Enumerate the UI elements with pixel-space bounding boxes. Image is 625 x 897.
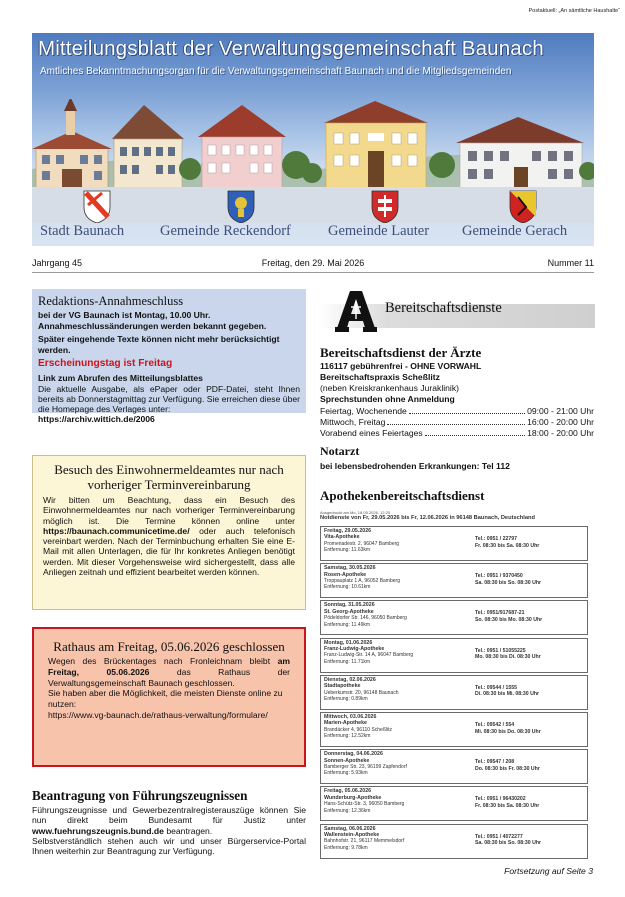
redaktion-line2: Annahmeschlussänderungen werden bekannt gegeben. bbox=[38, 320, 267, 331]
apotheke-card bbox=[320, 600, 588, 635]
building-gerach bbox=[456, 117, 584, 189]
apotheke-date: Samstag, 06.06.2026 bbox=[324, 825, 376, 832]
apotheke-phone: Tel.: 0951 / 51055225 bbox=[475, 647, 526, 654]
apotheke-phone: Tel.: 0951 / 4072277 bbox=[475, 833, 523, 840]
erscheinungstag: Erscheinungstag ist Freitag bbox=[38, 358, 173, 369]
apotheke-address: Pödeldorfer Str. 146, 96050 Bamberg bbox=[324, 615, 407, 622]
hours-row: Mittwoch, Freitag 16:00 - 20:00 Uhr bbox=[320, 417, 594, 427]
apotheke-distance: Entfernung: 5.93km bbox=[324, 770, 368, 777]
rathaus-text: Wegen des Brückentages nach Fronleichnam bleibt am Freitag, 05.06.2026 das Rathaus der Verwaltungsgemeinschaft Baunach geschlossen. bbox=[48, 656, 290, 688]
apotheke-address: Bahnhofstr. 21, 96117 Memmelsdorf bbox=[324, 838, 405, 845]
einwohnermeldeamt-title: Besuch des Einwohnermeldeamtes nur nach vorheriger Terminvereinbarung bbox=[54, 462, 284, 492]
apotheke-name: Franz-Ludwig-Apotheke bbox=[324, 646, 385, 652]
link-title: Link zum Abrufen des Mitteilungsblattes bbox=[38, 373, 203, 383]
apotheke-phone: Tel.: 0951 / 96430202 bbox=[475, 796, 526, 803]
masthead bbox=[32, 33, 594, 246]
apotheke-phone: Tel.: 09547 / 208 bbox=[475, 759, 515, 766]
apotheke-card bbox=[320, 786, 588, 821]
apotheke-phone: Tel.: 09544 / 1555 bbox=[475, 684, 518, 691]
aerzte-title: Bereitschaftsdienst der Ärzte bbox=[320, 345, 482, 360]
einwohnermeldeamt-box bbox=[32, 455, 306, 610]
fuehrungszeugnis-title: Beantragung von Führungszeugnissen bbox=[32, 788, 248, 803]
coat-of-arms-gerach-icon bbox=[510, 191, 536, 223]
apotheke-hours: Sa. 08:30 bis So. 08:30 Uhr bbox=[475, 579, 542, 586]
apotheke-name: Stadtapotheke bbox=[324, 683, 361, 690]
apotheke-a-icon bbox=[334, 287, 378, 333]
hours-row: Vorabend eines Feiertages 18:00 - 20:00 Uhr bbox=[320, 428, 594, 438]
redaktion-box bbox=[32, 289, 306, 424]
apotheke-date: Freitag, 29.05.2026 bbox=[324, 528, 372, 534]
aerzte-line1: 116117 gebührenfrei - OHNE VORWAHL bbox=[320, 361, 482, 371]
apotheke-hours: Sa. 08:30 bis So. 08:30 Uhr bbox=[475, 840, 542, 847]
apotheke-distance: Entfernung: 11.63km bbox=[324, 547, 371, 554]
building-pink bbox=[198, 105, 286, 189]
issue-number: Nummer 11 bbox=[547, 258, 594, 268]
bereitschaft-title: Bereitschaftsdienste bbox=[385, 300, 502, 316]
redaktion-line1: bei der VG Baunach ist Montag, 10.00 Uhr. bbox=[38, 310, 211, 320]
apotheke-card bbox=[320, 638, 588, 673]
apotheken-list bbox=[320, 510, 588, 860]
issue-meta bbox=[32, 258, 594, 270]
apotheke-card bbox=[320, 712, 588, 747]
apotheke-phone: Tel.: 0951/917687-21 bbox=[475, 610, 525, 617]
jahrgang: Jahrgang 45 bbox=[32, 258, 83, 268]
apotheke-card bbox=[320, 824, 588, 859]
apotheke-date: Dienstag, 02.06.2026 bbox=[324, 676, 376, 683]
apotheke-name: Marien-Apotheke bbox=[324, 720, 367, 727]
hours-row: Feiertag, Wochenende 09:00 - 21:00 Uhr bbox=[320, 406, 594, 416]
apotheke-distance: Entfernung: 0.89km bbox=[324, 696, 368, 703]
apotheke-distance: Entfernung: 10.61km bbox=[324, 584, 371, 591]
masthead-title: Mitteilungsblatt der Verwaltungsgemeinschaft Baunach bbox=[38, 37, 544, 60]
rathaus-title: Rathaus am Freitag, 05.06.2026 geschlossen bbox=[53, 639, 285, 654]
apotheke-address: Brandäcker 4, 96110 Scheßlitz bbox=[324, 726, 393, 733]
apotheke-name: Wunderburg-Apotheke bbox=[324, 794, 382, 801]
notdienste-heading: Notdienste von Fr, 29.05.2026 bis Fr, 12.06.2026 in 96148 Baunach, Deutschland bbox=[320, 515, 535, 521]
apotheke-distance: Entfernung: 12.36km bbox=[324, 807, 371, 814]
apotheke-hours: So. 08:30 bis Mo. 08:30 Uhr bbox=[475, 616, 543, 623]
termin-link[interactable]: https://baunach.communicetime.de/ bbox=[43, 525, 190, 536]
apotheke-address: Troppauplatz 1 A, 96052 Bamberg bbox=[324, 578, 400, 584]
archiv-link[interactable]: https://archiv.wittich.de/2006 bbox=[38, 413, 155, 424]
formulare-link[interactable]: https://www.vg-baunach.de/rathaus-verwaltung/formulare/ bbox=[48, 709, 268, 720]
apotheken-title: Apothekenbereitschaftsdienst bbox=[320, 488, 485, 503]
apotheke-phone: Tel.: 0951 / 22797 bbox=[475, 536, 518, 542]
apotheke-address: Promenadestr. 2, 96047 Bamberg bbox=[324, 540, 400, 547]
apotheke-date: Donnerstag, 04.06.2026 bbox=[324, 751, 383, 758]
apotheke-distance: Entfernung: 11.71km bbox=[324, 658, 371, 665]
apotheke-address: Ueberkumstr. 20, 96148 Baunach bbox=[324, 689, 399, 696]
apotheke-address: Bamberger Str. 23, 96199 Zapfendorf bbox=[324, 764, 407, 770]
municipality-baunach: Stadt Baunach bbox=[40, 223, 125, 239]
apotheke-hours: Do. 08:30 bis Fr. 08:30 Uhr bbox=[475, 765, 540, 772]
apotheke-name: Vita-Apotheke bbox=[324, 534, 360, 541]
town-buildings-illustration bbox=[32, 99, 594, 223]
apotheke-distance: Entfernung: 12.52km bbox=[324, 733, 371, 740]
aerzte-line3: (neben Kreiskrankenhaus Juraklinik) bbox=[320, 383, 460, 393]
apotheke-date: Montag, 01.06.2026 bbox=[324, 639, 373, 646]
coat-of-arms-reckendorf-icon bbox=[228, 191, 254, 223]
rathaus-text2: Sie haben aber die Möglichkeit, die meisten Dienste online zu nutzen: bbox=[48, 688, 283, 710]
apotheke-card bbox=[320, 563, 588, 598]
apotheke-date: Freitag, 05.06.2026 bbox=[324, 788, 372, 795]
municipality-reckendorf: Gemeinde Reckendorf bbox=[160, 223, 291, 239]
apotheke-name: Sonnen-Apotheke bbox=[324, 757, 370, 764]
issue-date: Freitag, den 29. Mai 2026 bbox=[261, 258, 365, 268]
einwohnermeldeamt-text: Wir bitten um Beachtung, dass ein Besuch des Einwohnermeldeamtes nur nach vorheriger Terminvereinbarung möglich ist. Die Termine können online unter https://baunach.communicetime.de/ oder auch telefonisch vereinbart werden. Nach der Terminbuchung erhalten Sie eine E-Mail mit allen Unterlagen, die für Ihr konkretes Anliegen benötigt werden. Mit dieser Vorgehensweise wird sichergestellt, dass alle Anliegen zeitnah und effizient bearbeitet werden können. bbox=[43, 495, 295, 578]
municipality-gerach: Gemeinde Gerach bbox=[462, 223, 568, 239]
apotheke-distance: Entfernung: 11.49km bbox=[324, 621, 371, 628]
apotheke-hours: Mo. 08:30 bis Di. 08:30 Uhr bbox=[475, 654, 541, 661]
apotheke-hours: Di. 08:30 bis Mi. 08:30 Uhr bbox=[475, 691, 540, 698]
apotheke-card bbox=[320, 675, 588, 710]
apotheke-hours: Fr. 08:30 bis Sa. 08:30 Uhr bbox=[475, 542, 540, 549]
apotheke-date: Sonntag, 31.05.2026 bbox=[324, 602, 375, 609]
apotheke-distance: Entfernung: 9.78km bbox=[324, 844, 368, 851]
ausgedruckt-date: Ausgedruckt am Mo, 18.05.2026, 12:20 bbox=[320, 510, 391, 515]
redaktion-text: Die aktuelle Ausgabe, als ePaper oder PDF-Datei, steht Ihnen bereits ab Donnerstagmittag zur Verfügung. Sie erreichen diese über die Homepage des Verlages unter: bbox=[38, 383, 300, 414]
rathaus-box bbox=[32, 627, 306, 767]
apotheke-phone: Tel.: 0951 / 9370450 bbox=[475, 573, 523, 580]
masthead-subtitle: Amtliches Bekanntmachungsorgan für die Verwaltungsgemeinschaft Baunach und die Mitgliedsgemeinden bbox=[40, 66, 512, 77]
notarzt-text: bei lebensbedrohenden Erkrankungen: Tel 112 bbox=[320, 461, 510, 471]
fuehrungszeugnis-link[interactable]: www.fuehrungszeugnis.bund.de bbox=[32, 825, 164, 836]
aerzte-line2: Bereitschaftspraxis Scheßlitz bbox=[320, 372, 440, 382]
apotheke-name: Wallenstein-Apotheke bbox=[324, 832, 380, 838]
building-reckendorf bbox=[112, 105, 184, 189]
apotheke-address: Hans-Schütz-Str. 3, 96050 Bamberg bbox=[324, 801, 405, 808]
apotheke-date: Mittwoch, 03.06.2026 bbox=[324, 714, 377, 720]
apotheke-address: Franz-Ludwig-Str. 14 A, 96047 Bamberg bbox=[324, 652, 414, 659]
postzustellung-note: Postaktuell: „An sämtliche Haushalte“ bbox=[528, 8, 620, 14]
apotheke-phone: Tel.: 09542 / 554 bbox=[475, 722, 515, 728]
fuehrungszeugnis-text: Führungszeugnisse und Gewerbezentralregisterauszüge können Sie nun direkt beim Bundesamt für Justiz unter www.fuehrungszeugnis.bund.de beantragen. bbox=[32, 805, 306, 836]
apotheke-card bbox=[320, 749, 588, 784]
municipality-lauter: Gemeinde Lauter bbox=[328, 223, 430, 239]
building-baunach bbox=[32, 99, 112, 189]
apotheke-name: Rosen-Apotheke bbox=[324, 571, 367, 578]
building-lauter bbox=[324, 101, 428, 189]
fuehrungszeugnis-body bbox=[32, 805, 306, 856]
notarzt-title: Notarzt bbox=[320, 444, 360, 458]
fuehrungszeugnis-text2: Selbstverständlich stehen auch wir und unser Bürgerservice-Portal Ihnen weiterhin zur Beantragung zur Verfügung. bbox=[32, 835, 306, 857]
coat-of-arms-lauter-icon bbox=[372, 191, 398, 223]
coat-of-arms-baunach-icon bbox=[84, 191, 110, 223]
redaktion-line3: Später eingehende Texte können nicht mehr berücksichtigt werden. bbox=[38, 334, 280, 355]
fortsetzung-note: Fortsetzung auf Seite 3 bbox=[504, 866, 593, 876]
redaktion-title: Redaktions-Annahmeschluss bbox=[38, 294, 184, 308]
sprechstunden: Sprechstunden ohne Anmeldung bbox=[320, 394, 455, 404]
divider bbox=[32, 272, 594, 273]
apotheke-hours: Fr. 08:30 bis Sa. 08:30 Uhr bbox=[475, 802, 540, 809]
apotheke-card bbox=[320, 526, 588, 561]
apotheke-hours: Mi. 08:30 bis Do. 08:30 Uhr bbox=[475, 728, 541, 735]
apotheke-date: Samstag, 30.05.2026 bbox=[324, 565, 376, 572]
apotheke-name: St. Georg-Apotheke bbox=[324, 608, 374, 615]
